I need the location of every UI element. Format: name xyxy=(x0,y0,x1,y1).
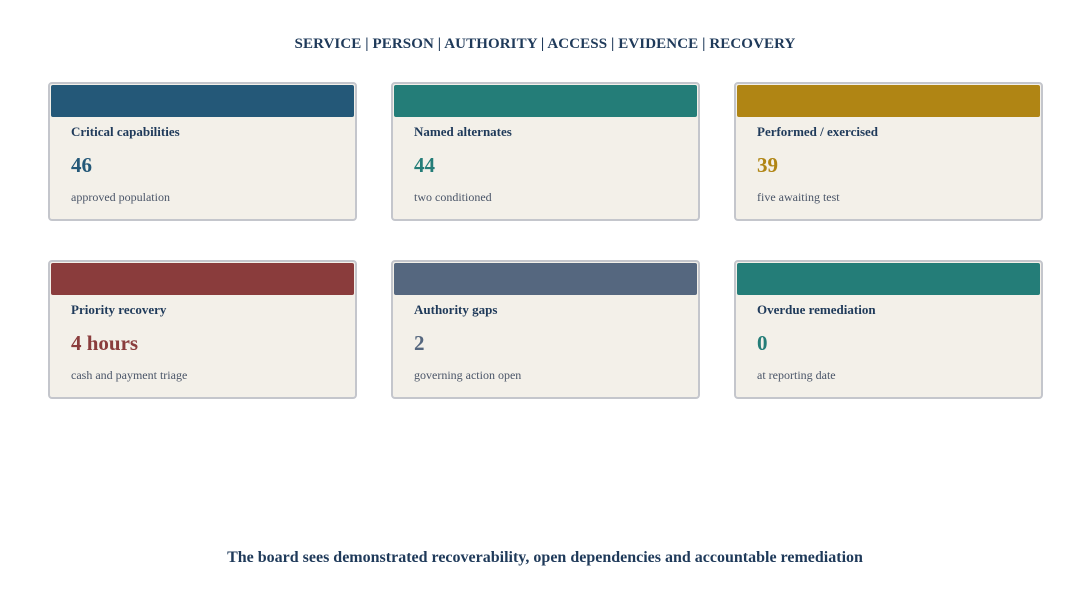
footer-summary: The board sees demonstrated recoverability, open dependencies and accountable remediation xyxy=(227,549,863,566)
metric-card-priority-recovery xyxy=(48,260,357,399)
card-value: 44 xyxy=(414,153,435,177)
card-accent-band xyxy=(394,85,697,117)
card-note: approved population xyxy=(71,190,170,204)
card-title: Authority gaps xyxy=(414,302,498,317)
card-title: Overdue remediation xyxy=(757,302,876,317)
card-accent-band xyxy=(394,263,697,295)
metric-card-performed-exercised xyxy=(734,82,1043,221)
card-accent-band xyxy=(737,263,1040,295)
metric-card-overdue-remediation xyxy=(734,260,1043,399)
card-accent-band xyxy=(51,85,354,117)
card-note: at reporting date xyxy=(757,368,836,382)
metric-card-authority-gaps xyxy=(391,260,700,399)
card-title: Named alternates xyxy=(414,124,512,139)
card-title: Critical capabilities xyxy=(71,124,180,139)
card-value: 0 xyxy=(757,331,768,355)
metric-card-named-alternates xyxy=(391,82,700,221)
card-value: 46 xyxy=(71,153,92,177)
metric-card-critical-capabilities xyxy=(48,82,357,221)
card-note: five awaiting test xyxy=(757,190,840,204)
card-value: 39 xyxy=(757,153,778,177)
card-note: governing action open xyxy=(414,368,522,382)
card-value: 2 xyxy=(414,331,425,355)
card-value: 4 hours xyxy=(71,331,139,355)
card-note: two conditioned xyxy=(414,190,492,204)
card-title: Priority recovery xyxy=(71,302,167,317)
card-accent-band xyxy=(737,85,1040,117)
card-title: Performed / exercised xyxy=(757,124,879,139)
page-title: SERVICE | PERSON | AUTHORITY | ACCESS | EVIDENCE | RECOVERY xyxy=(294,36,796,52)
card-accent-band xyxy=(51,263,354,295)
card-note: cash and payment triage xyxy=(71,368,188,382)
